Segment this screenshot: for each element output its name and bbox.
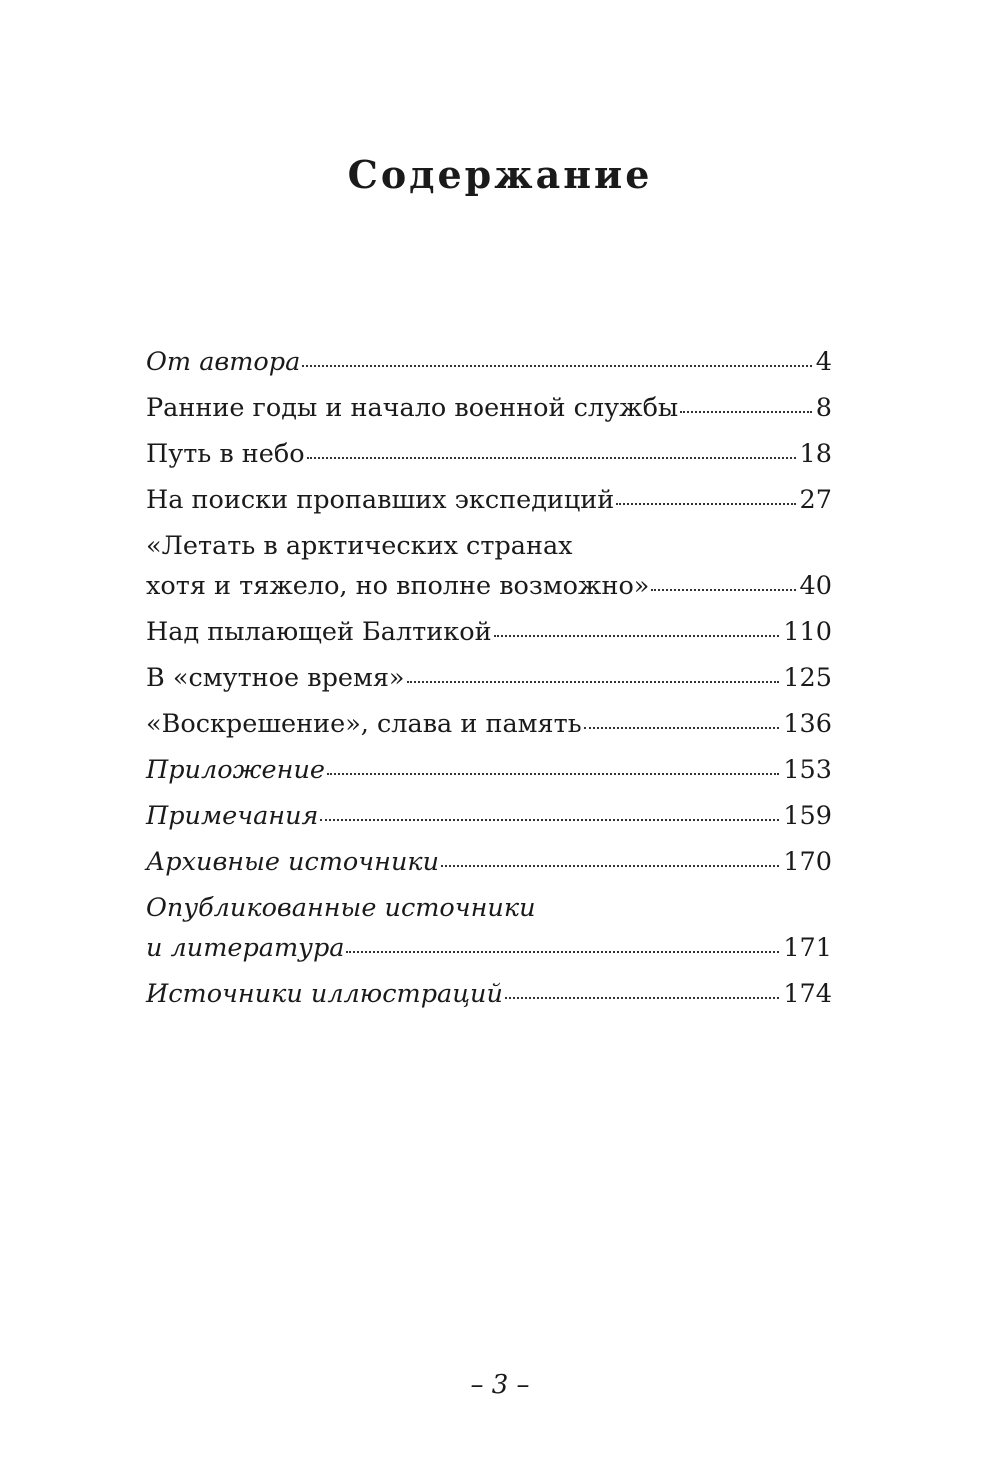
toc-page-number: 159	[783, 801, 832, 831]
toc-page-number: 8	[815, 393, 832, 423]
toc-entry-title-line: Опубликованные источники	[146, 893, 536, 923]
toc-page-number: 170	[783, 847, 832, 877]
toc-entry-title: От автора	[146, 347, 301, 377]
toc-entry-title: и литература	[146, 933, 345, 963]
dot-leader	[407, 680, 780, 683]
toc-page-number: 4	[815, 347, 832, 377]
toc-entry	[146, 658, 832, 698]
toc-entry	[146, 434, 832, 474]
toc-entry	[146, 842, 832, 882]
page-title: Содержание	[347, 152, 653, 197]
toc-entry	[146, 704, 832, 744]
toc-entry-title: Ранние годы и начало военной службы	[146, 393, 679, 423]
toc-page-number: 40	[799, 571, 832, 601]
page-number: – 3 –	[470, 1370, 530, 1400]
dot-leader	[327, 772, 779, 775]
table-of-contents	[146, 342, 832, 1020]
dot-leader	[505, 996, 779, 999]
toc-page-number: 18	[799, 439, 832, 469]
dot-leader	[494, 634, 780, 637]
dot-leader	[584, 726, 780, 729]
toc-entry-title: «Воскрешение», слава и память	[146, 709, 582, 739]
toc-page-number: 153	[783, 755, 832, 785]
toc-page-number: 174	[783, 979, 832, 1009]
dot-leader	[307, 456, 796, 459]
toc-entry-title: Приложение	[146, 755, 325, 785]
dot-leader	[346, 950, 779, 953]
toc-entry	[146, 388, 832, 428]
dot-leader	[302, 364, 811, 367]
toc-entry-title: Над пылающей Балтикой	[146, 617, 492, 647]
toc-entry	[146, 796, 832, 836]
dot-leader	[320, 818, 779, 821]
toc-page-number: 110	[783, 617, 832, 647]
toc-entry	[146, 888, 832, 968]
toc-entry-title: В «смутное время»	[146, 663, 405, 693]
toc-entry	[146, 342, 832, 382]
toc-page-number: 136	[783, 709, 832, 739]
toc-entry	[146, 750, 832, 790]
dot-leader	[680, 410, 812, 413]
toc-page-number: 125	[783, 663, 832, 693]
toc-entry	[146, 480, 832, 520]
toc-page-number: 27	[799, 485, 832, 515]
toc-entry-title: Путь в небо	[146, 439, 305, 469]
toc-entry-title: Примечания	[146, 801, 319, 831]
toc-entry-title: На поиски пропавших экспедиций	[146, 485, 615, 515]
dot-leader	[651, 588, 795, 591]
toc-page-number: 171	[783, 933, 832, 963]
toc-entry	[146, 526, 832, 606]
dot-leader	[441, 864, 779, 867]
toc-entry-title: Источники иллюстраций	[146, 979, 503, 1009]
toc-entry-title: хотя и тяжело, но вполне возможно»	[146, 571, 650, 601]
dot-leader	[616, 502, 795, 505]
toc-entry	[146, 612, 832, 652]
toc-entry-title: Архивные источники	[146, 847, 440, 877]
toc-entry-title-line: «Летать в арктических странах	[146, 531, 573, 561]
toc-entry	[146, 974, 832, 1014]
